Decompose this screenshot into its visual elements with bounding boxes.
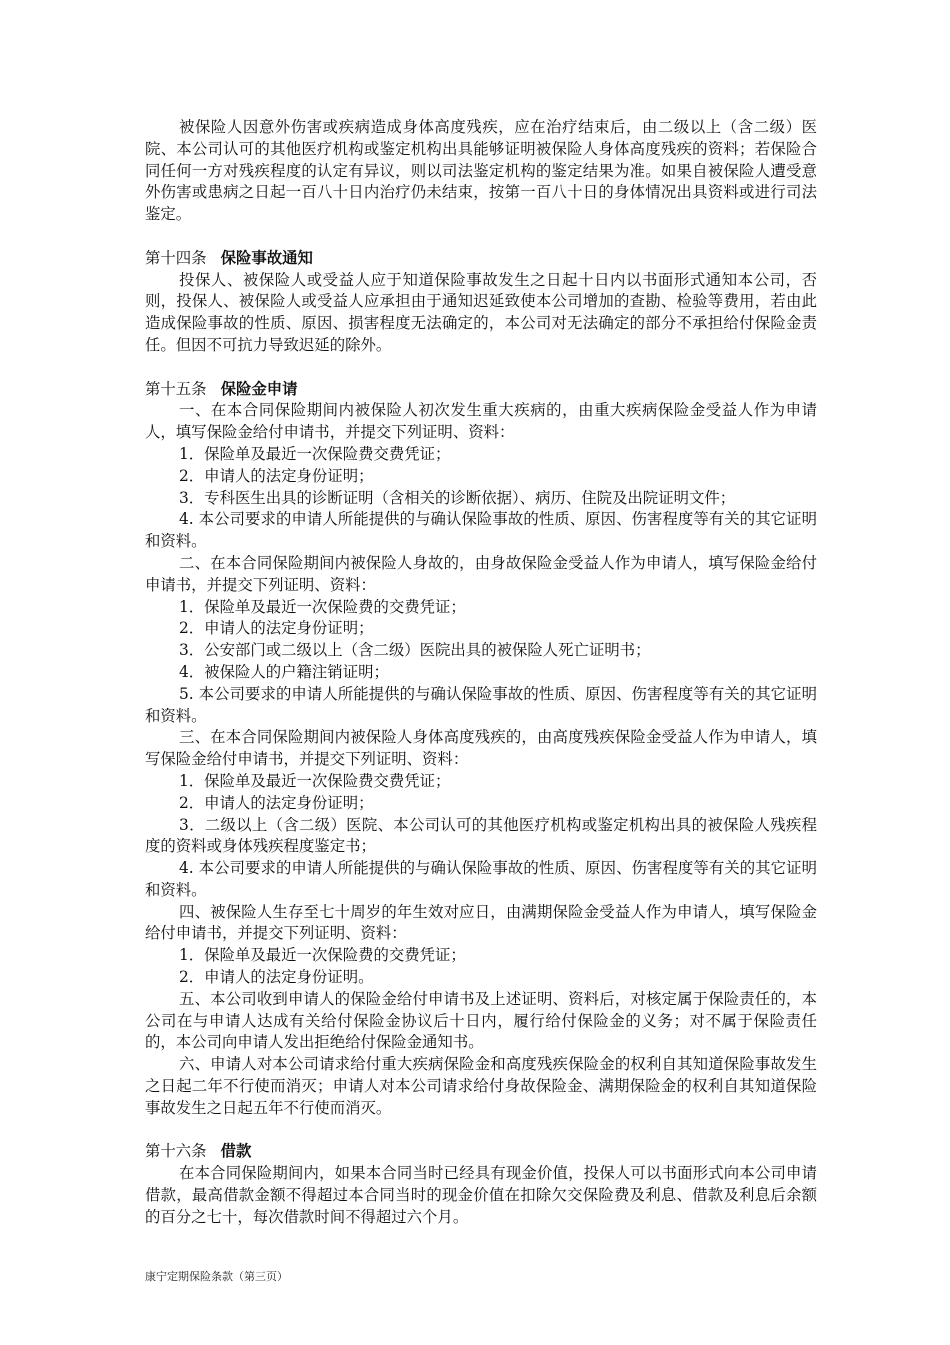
article-title: 借款	[220, 1142, 252, 1161]
article-title: 保险事故通知	[220, 248, 313, 267]
clause-line: 3．专科医生出具的诊断证明（含相关的诊断依据）、病历、住院及出院证明文件；	[179, 488, 736, 507]
clause-line: 4. 本公司要求的申请人所能提供的与确认保险事故的性质、原因、伤害程度等有关的其它证明和资料。	[145, 859, 817, 899]
clause-line: 1．保险单及最近一次保险费交费凭证；	[179, 444, 451, 463]
clause-line: 4. 本公司要求的申请人所能提供的与确认保险事故的性质、原因、伤害程度等有关的其它证明和资料。	[145, 510, 817, 551]
article-15-heading	[145, 379, 817, 401]
clause-line: 2．申请人的法定身份证明；	[179, 793, 374, 812]
document-body	[145, 117, 817, 1229]
article-title: 保险金申请	[220, 379, 298, 398]
clause-line: 2．申请人的法定身份证明；	[179, 619, 374, 638]
clause-line: 5. 本公司要求的申请人所能提供的与确认保险事故的性质、原因、伤害程度等有关的其它证明和资料。	[145, 684, 817, 725]
clause-line: 4．被保险人的户籍注销证明；	[179, 662, 389, 681]
clause-line: 1．保险单及最近一次保险费的交费凭证；	[179, 946, 466, 965]
article-number: 第十六条	[145, 1142, 207, 1161]
article-16-heading	[145, 1141, 817, 1163]
clause-line: 1．保险单及最近一次保险费交费凭证；	[179, 771, 451, 790]
clause-line: 3．公安部门或二级以上（含二级）医院出具的被保险人死亡证明书；	[179, 641, 651, 660]
article-14-body: 投保人、被保险人或受益人应于知道保险事故发生之日起十日内以书面形式通知本公司，否则，投保人、被保险人或受益人应承担由于通知迟延致使本公司增加的查勘、检验等费用，若由此造成保险事故的性质、原因、损害程度无法确定的，本公司对无法确定的部分不承担给付保险金责任。但因不可抗力导致迟延的除外。	[145, 270, 817, 354]
clause-line: 六、申请人对本公司请求给付重大疾病保险金和高度残疾保险金的权利自其知道保险事故发生之日起二年不行使而消灭；申请人对本公司请求给付身故保险金、满期保险金的权利自其知道保险事故发生之日起五年不行使而消灭。	[145, 1055, 817, 1117]
article-14-heading	[145, 248, 817, 270]
clause-line: 3．二级以上（含二级）医院、本公司认可的其他医疗机构或鉴定机构出具的被保险人残疾程度的资料或身体残疾程度鉴定书；	[145, 815, 817, 856]
article-number: 第十五条	[145, 379, 207, 398]
clause-line: 2．申请人的法定身份证明；	[179, 466, 374, 485]
clause-line: 三、在本合同保险期间内被保险人身体高度残疾的，由高度残疾保险金受益人作为申请人，填写保险金给付申请书，并提交下列证明、资料：	[145, 728, 817, 769]
article-16-body: 在本合同保险期间内，如果本合同当时已经具有现金价值，投保人可以书面形式向本公司申请借款，最高借款金额不得超过本合同当时的现金价值在扣除欠交保险费及利息、借款及利息后余额的百分之七十，每次借款时间不得超过六个月。	[145, 1164, 817, 1226]
clause-line: 2．申请人的法定身份证明。	[179, 968, 374, 987]
clause-line: 1．保险单及最近一次保险费的交费凭证；	[179, 597, 466, 616]
clause-line: 一、在本合同保险期间内被保险人初次发生重大疾病的，由重大疾病保险金受益人作为申请人，填写保险金给付申请书，并提交下列证明、资料：	[145, 401, 817, 442]
clause-line: 五、本公司收到申请人的保险金给付申请书及上述证明、资料后，对核定属于保险责任的，本公司在与申请人达成有关给付保险金协议后十日内，履行给付保险金的义务；对不属于保险责任的，本公司向申请人发出拒绝给付保险金通知书。	[145, 989, 817, 1052]
clause-line: 四、被保险人生存至七十周岁的年生效对应日，由满期保险金受益人作为申请人，填写保险金给付申请书，并提交下列证明、资料：	[145, 902, 817, 943]
page-footer: 康宁定期保险条款（第三页）	[145, 1270, 288, 1283]
intro-paragraph: 被保险人因意外伤害或疾病造成身体高度残疾，应在治疗结束后，由二级以上（含二级）医院、本公司认可的其他医疗机构或鉴定机构出具能够证明被保险人身体高度残疾的资料；若保险合同任何一方对残疾程度的认定有异议，则以司法鉴定机构的鉴定结果为准。如果自被保险人遭受意外伤害或患病之日起一百八十日内治疗仍未结束，按第一百八十日的身体情况出具资料或进行司法鉴定。	[145, 118, 817, 224]
clause-line: 二、在本合同保险期间内被保险人身故的，由身故保险金受益人作为申请人，填写保险金给付申请书，并提交下列证明、资料：	[145, 553, 817, 594]
article-number: 第十四条	[145, 248, 207, 267]
